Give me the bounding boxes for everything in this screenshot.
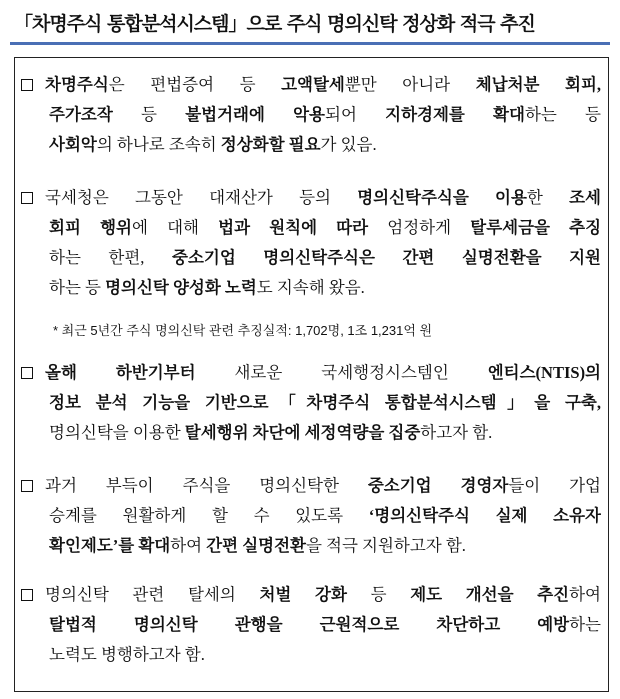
body-text: 등	[346, 585, 411, 604]
paragraph-line	[21, 130, 601, 160]
checkbox-icon	[21, 589, 33, 601]
body-text: 명의신탁 관련 탈세의	[45, 585, 260, 604]
paragraph-line	[21, 273, 601, 303]
paragraph-line	[21, 471, 601, 501]
checkbox-icon	[21, 79, 33, 91]
body-text: 과거 부득이 주식을 명의신탁한	[45, 476, 368, 495]
body-text: 은 편법증여 등	[108, 75, 282, 94]
emphasis-text: 법과 원칙에 따라	[218, 218, 369, 237]
body-text: 하여	[170, 536, 207, 555]
paragraph-line	[21, 388, 601, 418]
emphasis-text: 불법거래에 악용	[185, 105, 325, 124]
emphasis-text: 간편 실명전환	[206, 536, 306, 555]
checkbox-icon	[21, 367, 33, 379]
body-text: 하는	[569, 615, 601, 634]
paragraph-line	[21, 183, 601, 213]
emphasis-text: 회피 행위	[49, 218, 132, 237]
emphasis-text: 엔티스(NTIS)의	[487, 363, 601, 382]
body-text: 을 적극 지원하고자 함.	[305, 536, 466, 555]
body-text: 에 대해	[131, 218, 219, 237]
body-text: 등	[112, 105, 186, 124]
body-text: 되어	[325, 105, 386, 124]
body-text: 뿐만 아니라	[344, 75, 476, 94]
body-text: 하여	[569, 585, 601, 604]
paragraph-line	[21, 580, 601, 610]
body-text: 새로운 국세행정시스템인	[195, 363, 488, 382]
emphasis-text: 중소기업 명의신탁주식은 간편 실명전환을 지원	[172, 248, 601, 267]
paragraph-line	[21, 610, 601, 640]
body-text: 가 있음.	[320, 135, 377, 154]
checkbox-icon	[21, 192, 33, 204]
emphasis-text: 지하경제를 확대	[385, 105, 525, 124]
emphasis-text: 중소기업 경영자	[367, 476, 509, 495]
emphasis-text: 처벌 강화	[259, 585, 347, 604]
body-text: 엄정하게	[368, 218, 471, 237]
emphasis-text: 확인제도’를 확대	[49, 536, 171, 555]
emphasis-text: 탈세행위 차단에 세정역량을 집중	[184, 423, 421, 442]
paragraph-2	[21, 183, 601, 303]
content-box	[14, 57, 609, 692]
title-underline	[10, 42, 610, 45]
emphasis-text: 명의신탁 양성화 노력	[105, 278, 257, 297]
body-text: 승계를 원활하게 할 수 있도록	[49, 506, 369, 525]
paragraph-4	[21, 471, 601, 561]
emphasis-text: 제도 개선을 추진	[410, 585, 570, 604]
emphasis-text: 탈루세금을 추징	[470, 218, 601, 237]
paragraph-line	[21, 640, 601, 670]
paragraph-line	[21, 243, 601, 273]
body-text: 하는 등	[49, 278, 106, 297]
paragraph-1	[21, 70, 601, 160]
emphasis-text: 올해 하반기부터	[45, 363, 196, 382]
paragraph-line	[21, 70, 601, 100]
emphasis-text: 정보 분석 기능을 기반으로「차명주식 통합분석시스템」을 구축,	[49, 393, 601, 412]
body-text: 노력도 병행하고자 함.	[49, 645, 205, 664]
emphasis-text: 체납처분 회피,	[475, 75, 601, 94]
paragraph-line	[21, 531, 601, 561]
paragraph-line	[21, 100, 601, 130]
emphasis-text: ‘명의신탁주식 실제 소유자	[368, 506, 601, 525]
paragraph-3	[21, 358, 601, 448]
body-text: 하는 한편,	[49, 248, 172, 267]
body-text: 국세청은 그동안 대재산가 등의	[45, 188, 358, 207]
emphasis-text: 차명주식	[45, 75, 109, 94]
emphasis-text: 정상화할 필요	[220, 135, 321, 154]
body-text: 의 하나로 조속히	[96, 135, 221, 154]
emphasis-text: 탈법적 명의신탁 관행을 근원적으로 차단하고 예방	[49, 615, 570, 634]
body-text: 들이 가업	[508, 476, 601, 495]
checkbox-icon	[21, 480, 33, 492]
emphasis-text: 주가조작	[49, 105, 113, 124]
paragraph-line	[21, 418, 601, 448]
emphasis-text: 고액탈세	[281, 75, 345, 94]
body-text: 한	[526, 188, 570, 207]
body-text: 도 지속해 왔음.	[256, 278, 365, 297]
emphasis-text: 명의신탁주식을 이용	[357, 188, 527, 207]
emphasis-text: 조세	[569, 188, 601, 207]
page-title: 「차명주식 통합분석시스템」으로 주식 명의신탁 정상화 적극 추진	[14, 13, 535, 35]
body-text: 하는 등	[524, 105, 601, 124]
paragraph-line	[21, 213, 601, 243]
body-text: 하고자 함.	[420, 423, 493, 442]
footnote: * 최근 5년간 주식 명의신탁 관련 추징실적: 1,702명, 1조 1,231억 원	[53, 323, 433, 338]
paragraph-line	[21, 501, 601, 531]
paragraph-5	[21, 580, 601, 670]
paragraph-line	[21, 358, 601, 388]
body-text: 명의신탁을 이용한	[49, 423, 185, 442]
emphasis-text: 사회악	[49, 135, 97, 154]
